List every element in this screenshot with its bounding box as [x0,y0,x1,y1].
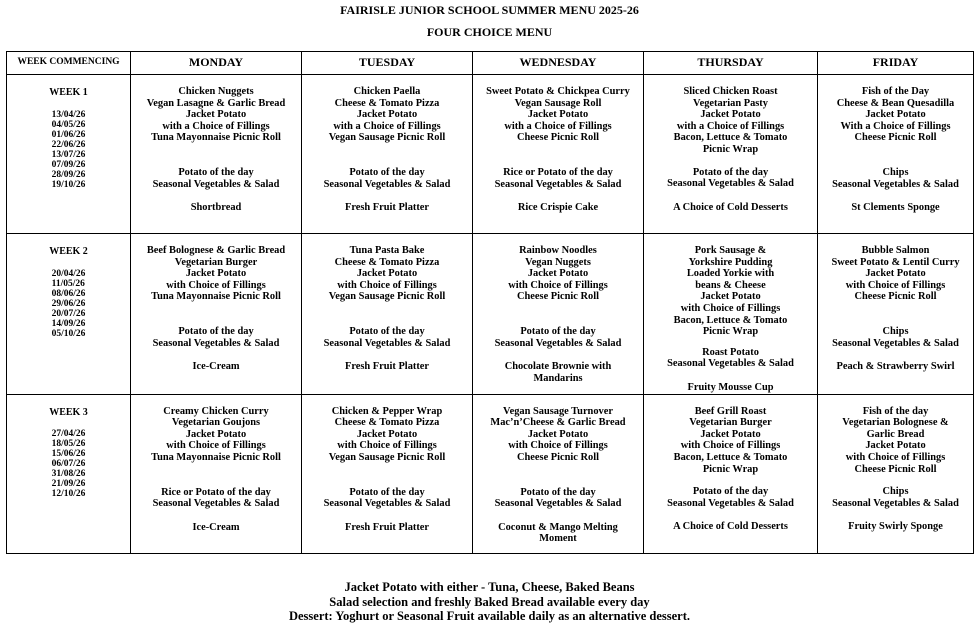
week-date: 04/05/26 [51,119,86,130]
menu-line: Rainbow Noodles [519,245,597,256]
menu-line: Fruity Swirly Sponge [848,521,943,533]
menu-line: Seasonal Vegetables & Salad [832,337,959,349]
col-week-commencing: WEEK COMMENCING [7,52,131,75]
menu-line: Jacket Potato [356,268,418,280]
menu-table [6,51,974,554]
week-date: 14/09/26 [51,318,86,329]
menu-line: Fish of the Day [861,86,930,97]
menu-line: Seasonal Vegetables & Salad [494,178,622,190]
menu-line: Potato of the day [349,486,425,498]
week-date: 13/07/26 [51,149,86,160]
week-commencing-cell [7,75,131,234]
side-options [818,326,973,349]
side-options [818,486,973,509]
menu-line: Fresh Fruit Platter [344,361,430,373]
side-options [131,326,301,349]
menu-cell-thursday [644,75,818,234]
menu-line: Cheese & Bean Quesadilla [836,97,955,109]
week-commencing-cell [7,234,131,395]
week-date: 05/10/26 [51,328,86,339]
week-date: 28/09/26 [51,169,86,180]
menu-line: Potato of the day [349,166,425,178]
week-date: 27/04/26 [51,429,86,440]
menu-line: Rice or Potato of the day [161,486,271,498]
week-dates [52,110,86,190]
menu-line: Jacket Potato [865,109,926,121]
menu-line: Seasonal Vegetables & Salad [323,178,451,190]
week-date: 29/06/26 [51,298,86,309]
menu-line: Chips [882,486,909,498]
menu-line: Jacket Potato [527,109,589,121]
menu-line: With a Choice of Fillings [840,120,951,132]
menu-cell-monday [131,75,302,234]
menu-line: Seasonal Vegetables & Salad [832,178,959,190]
main-options [302,86,472,144]
week-date: 07/09/26 [51,159,86,170]
menu-line: with a Choice of Fillings [162,120,270,132]
dessert-option [302,522,472,534]
dessert-option [473,361,643,384]
menu-line: Chips [882,166,909,178]
main-options [644,406,817,476]
menu-line: Garlic Bread [866,428,925,440]
main-options [131,245,301,303]
side-options [302,487,472,510]
col-tuesday: TUESDAY [302,52,473,75]
main-options [302,406,472,464]
dessert-option [302,361,472,373]
menu-line: Seasonal Vegetables & Salad [494,498,622,510]
menu-line: Jacket Potato [185,268,247,280]
week-row [7,394,974,553]
menu-line: Vegan Sausage Picnic Roll [328,451,446,463]
menu-line: Cheese Picnic Roll [854,291,937,303]
menu-line: Bacon, Lettuce & Tomato [673,132,788,144]
week-date: 20/07/26 [51,308,86,319]
dessert-option [818,361,973,373]
menu-line: Vegan Sausage Picnic Roll [328,132,446,144]
side-options [818,167,973,190]
week-date: 13/04/26 [51,109,86,120]
menu-line: Potato of the day [692,166,769,178]
menu-line: Potato of the day [692,486,769,498]
week-label: WEEK 1 [49,87,88,98]
week-date: 06/07/26 [51,459,86,470]
menu-line: Vegan Sausage Picnic Roll [328,291,446,303]
menu-line: Rice Crispie Cake [517,202,599,214]
main-options [644,245,817,338]
menu-line: St Clements Sponge [851,202,940,214]
menu-line: with Choice of Fillings [337,440,437,452]
menu-line: Coconut & Mango Melting [498,521,618,533]
side-options [644,347,817,370]
footer-notes [0,580,979,624]
menu-line: Jacket Potato [527,268,589,280]
dessert-option [131,202,301,214]
menu-cell-monday [131,394,302,553]
main-options [131,406,301,464]
dessert-option [644,521,817,533]
dessert-option [818,521,973,533]
side-options [644,167,817,190]
week-date: 08/06/26 [51,288,86,299]
menu-line: Ice-Cream [192,361,240,373]
menu-line: Vegan Sausage Roll [514,97,602,109]
week-date: 22/06/26 [51,139,86,150]
menu-line: Chips [882,325,909,337]
week-date: 20/04/26 [51,268,86,279]
main-options [473,86,643,144]
side-options [302,326,472,349]
menu-line: Seasonal Vegetables & Salad [152,178,280,190]
menu-line: Creamy Chicken Curry [163,405,269,417]
menu-line: Seasonal Vegetables & Salad [494,337,622,349]
week-label: WEEK 2 [49,246,88,257]
menu-subtitle: FOUR CHOICE MENU [426,25,553,39]
menu-line: Sweet Potato & Chickpea Curry [486,86,630,97]
main-options [818,245,973,303]
menu-line: Mandarins [533,372,583,384]
menu-cell-thursday [644,234,818,395]
menu-line: Potato of the day [520,486,596,498]
week-dates [52,269,86,339]
menu-line: Vegan Lasagne & Garlic Bread [146,97,286,109]
main-options [473,406,643,464]
menu-line: Seasonal Vegetables & Salad [152,337,280,349]
footer-line: Jacket Potato with either - Tuna, Cheese, Baked Beans [344,580,635,594]
side-options [473,167,643,190]
menu-line: Vegetarian Burger [174,256,258,268]
menu-line: Jacket Potato [185,428,247,440]
menu-line: with a Choice of Fillings [504,120,612,132]
week-date: 31/08/26 [51,469,86,480]
menu-line: Fruity Mousse Cup [687,381,774,393]
menu-cell-tuesday [302,394,473,553]
week-row [7,234,974,395]
menu-line: beans & Cheese [695,279,766,291]
col-friday: FRIDAY [818,52,974,75]
menu-line: Potato of the day [178,325,254,337]
menu-line: Jacket Potato [700,291,761,303]
menu-line: Potato of the day [520,325,596,337]
menu-cell-wednesday [473,234,644,395]
menu-line: Vegetarian Bolognese & [842,417,949,429]
col-thursday: THURSDAY [644,52,818,75]
week-date: 18/05/26 [51,439,86,450]
menu-cell-tuesday [302,234,473,395]
main-options [818,86,973,144]
header-row [7,52,974,75]
side-options [473,326,643,349]
menu-line: with Choice of Fillings [508,279,608,291]
menu-line: Jacket Potato [700,109,761,121]
menu-line: Sweet Potato & Lentil Curry [831,256,960,268]
menu-line: Seasonal Vegetables & Salad [152,498,280,510]
main-options [473,245,643,303]
menu-cell-wednesday [473,75,644,234]
week-row [7,75,974,234]
main-options [302,245,472,303]
menu-line: Mac’n’Cheese & Garlic Bread [490,417,626,429]
side-options [131,487,301,510]
menu-line: Picnic Wrap [702,326,759,338]
menu-line: Picnic Wrap [702,143,759,155]
menu-line: Jacket Potato [865,440,926,452]
menu-line: Fresh Fruit Platter [344,521,430,533]
week-date: 19/10/26 [51,179,86,190]
menu-title: FAIRISLE JUNIOR SCHOOL SUMMER MENU 2025-26 [340,3,639,17]
menu-line: Cheese & Tomato Pizza [334,417,440,429]
menu-line: Picnic Wrap [702,463,759,475]
menu-line: Potato of the day [349,325,425,337]
menu-line: with Choice of Fillings [845,279,946,291]
menu-line: Vegetarian Burger [689,417,772,429]
week-commencing-cell [7,394,131,553]
menu-cell-wednesday [473,394,644,553]
menu-line: with Choice of Fillings [680,302,781,314]
menu-line: Tuna Mayonnaise Picnic Roll [151,451,281,463]
menu-line: Jacket Potato [700,428,761,440]
menu-line: Jacket Potato [865,268,926,280]
menu-line: Shortbread [190,202,242,214]
main-options [818,406,973,476]
menu-line: A Choice of Cold Desserts [673,521,788,533]
menu-line: Loaded Yorkie with [686,268,775,280]
menu-cell-thursday [644,394,818,553]
menu-line: Vegetarian Pasty [693,97,768,109]
footer-line: Dessert: Yoghurt or Seasonal Fruit available daily as an alternative dessert. [288,609,690,623]
dessert-option [473,202,643,214]
side-options [644,486,817,509]
menu-line: with Choice of Fillings [166,279,266,291]
menu-line: with Choice of Fillings [680,440,781,452]
col-monday: MONDAY [131,52,302,75]
menu-line: Fresh Fruit Platter [344,202,430,214]
menu-line: Cheese & Tomato Pizza [334,256,440,268]
menu-line: Cheese Picnic Roll [517,451,599,463]
menu-line: Yorkshire Pudding [688,256,773,268]
menu-line: Seasonal Vegetables & Salad [667,358,794,370]
side-options [473,487,643,510]
main-options [644,86,817,156]
menu-line: Vegan Nuggets [525,256,591,268]
menu-line: Peach & Strawberry Swirl [836,361,955,373]
menu-line: Bacon, Lettuce & Tomato [673,314,788,326]
menu-line: Tuna Pasta Bake [349,245,425,256]
menu-line: Roast Potato [702,346,759,358]
dessert-option [818,202,973,214]
menu-cell-friday [818,75,974,234]
menu-line: Chocolate Brownie with [504,361,612,373]
menu-line: Seasonal Vegetables & Salad [667,497,794,509]
menu-line: Chicken Paella [353,86,421,97]
footer-line: Salad selection and freshly Baked Bread available every day [329,594,650,609]
menu-line: Chicken & Pepper Wrap [331,405,443,417]
menu-line: Beef Grill Roast [694,405,767,417]
menu-line: Cheese & Tomato Pizza [334,97,440,109]
menu-line: Tuna Mayonnaise Picnic Roll [151,132,281,144]
menu-line: Vegan Sausage Turnover [503,405,613,417]
menu-line: with Choice of Fillings [337,279,437,291]
dessert-option [644,382,817,394]
menu-line: Ice-Cream [192,521,240,533]
dessert-option [644,202,817,214]
menu-line: Bubble Salmon [861,245,930,256]
menu-line: Beef Bolognese & Garlic Bread [146,245,286,256]
menu-line: Chicken Nuggets [178,86,254,97]
menu-line: A Choice of Cold Desserts [673,201,788,213]
dessert-option [131,522,301,534]
menu-line: Seasonal Vegetables & Salad [323,337,451,349]
menu-line: Jacket Potato [356,428,418,440]
week-date: 12/10/26 [51,489,86,500]
menu-line: Rice or Potato of the day [503,166,613,178]
dessert-option [302,202,472,214]
menu-line: Seasonal Vegetables & Salad [667,178,794,190]
menu-line: Bacon, Lettuce & Tomato [673,451,788,463]
week-date: 01/06/26 [51,129,86,140]
week-date: 15/06/26 [51,449,86,460]
menu-line: Seasonal Vegetables & Salad [832,497,959,509]
menu-line: Moment [539,533,577,545]
menu-line: with a Choice of Fillings [676,120,785,132]
side-options [302,167,472,190]
dessert-option [131,361,301,373]
week-label: WEEK 3 [49,406,88,418]
dessert-option [473,522,643,545]
menu-cell-tuesday [302,75,473,234]
menu-line: Cheese Picnic Roll [854,463,937,475]
menu-line: Cheese Picnic Roll [517,291,599,303]
menu-cell-friday [818,234,974,395]
col-wednesday: WEDNESDAY [473,52,644,75]
menu-line: Potato of the day [178,166,254,178]
menu-line: Cheese Picnic Roll [517,132,599,144]
side-options [131,167,301,190]
menu-line: Fish of the day [862,405,929,417]
menu-cell-friday [818,394,974,553]
menu-line: Jacket Potato [527,428,589,440]
menu-line: Jacket Potato [185,109,247,121]
menu-line: Seasonal Vegetables & Salad [323,498,451,510]
menu-line: Sliced Chicken Roast [683,86,778,97]
menu-line: Tuna Mayonnaise Picnic Roll [151,291,281,303]
menu-line: Jacket Potato [356,109,418,121]
menu-line: with Choice of Fillings [166,440,266,452]
week-dates [52,429,86,499]
menu-cell-monday [131,234,302,395]
week-date: 21/09/26 [51,479,86,490]
menu-line: Pork Sausage & [694,245,767,256]
menu-line: Cheese Picnic Roll [854,132,937,144]
menu-line: with a Choice of Fillings [333,120,441,132]
menu-line: Vegetarian Goujons [171,417,261,429]
week-date: 11/05/26 [51,278,85,289]
main-options [131,86,301,144]
menu-line: with Choice of Fillings [508,440,608,452]
menu-line: with Choice of Fillings [845,451,946,463]
